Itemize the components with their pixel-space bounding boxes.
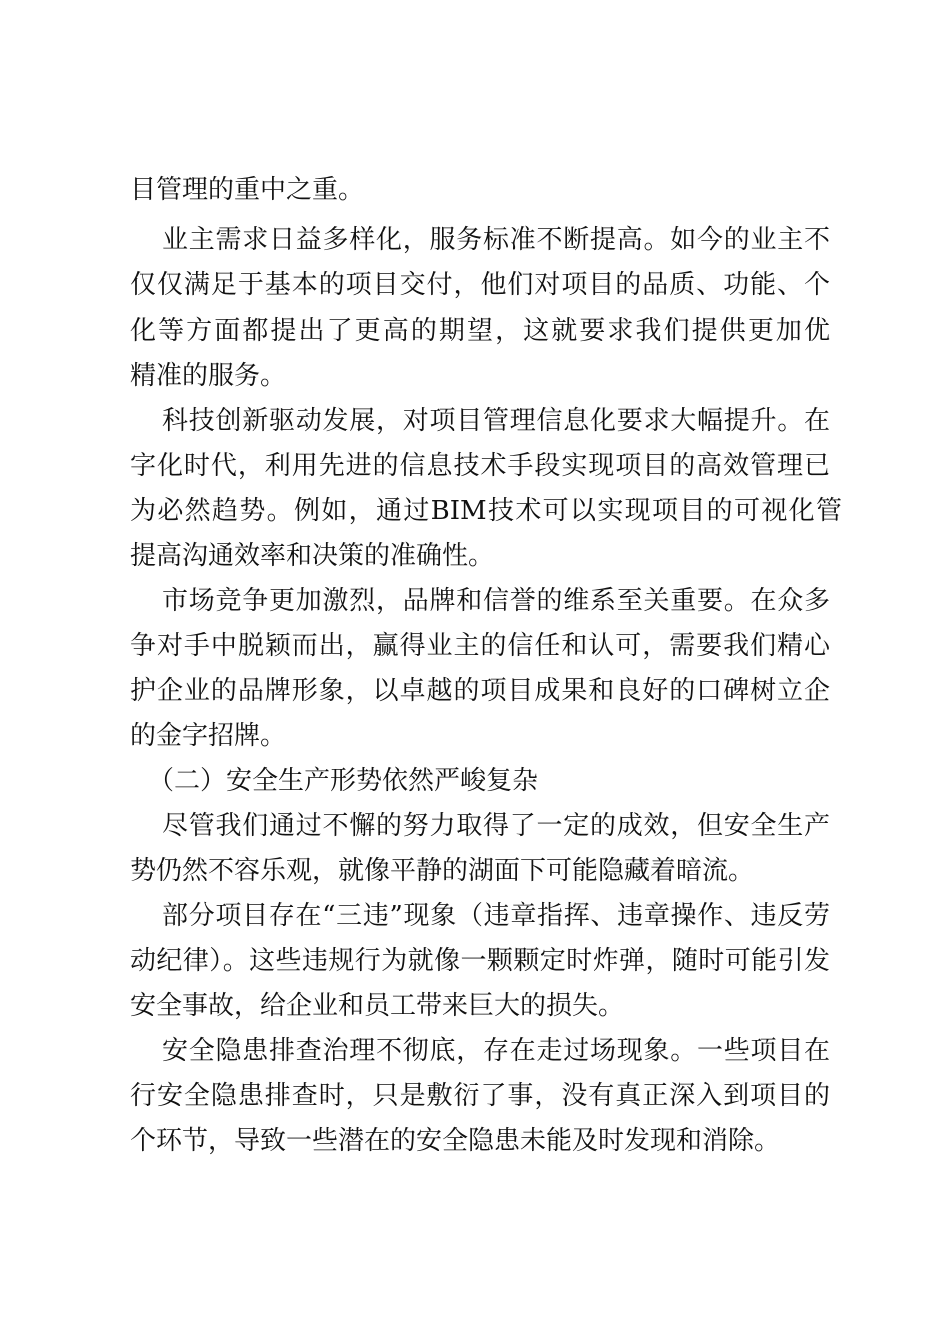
text-line: 精准的服务。 (130, 361, 287, 391)
paragraph-start-line: 业主需求日益多样化，服务标准不断提高。如今的业主不 (162, 225, 830, 255)
text-line: 化等方面都提出了更高的期望，这就要求我们提供更加优 (130, 316, 830, 346)
paragraph-start-line: 安全隐患排查治理不彻底，存在走过场现象。一些项目在 (162, 1036, 830, 1066)
section-heading: （二）安全生产形势依然严峻复杂 (148, 766, 539, 796)
text-line: 目管理的重中之重。 (130, 175, 365, 205)
text-line: 个环节，导致一些潜在的安全隐患未能及时发现和消除。 (130, 1126, 781, 1156)
paragraph-start-line: 尽管我们通过不懈的努力取得了一定的成效，但安全生产 (162, 811, 830, 841)
text-line: 势仍然不容乐观，就像平静的湖面下可能隐藏着暗流。 (130, 856, 755, 886)
text-line: 仅仅满足于基本的项目交付，他们对项目的品质、功能、个 (130, 270, 830, 300)
paragraph-start-line: 科技创新驱动发展，对项目管理信息化要求大幅提升。在 (162, 406, 830, 436)
text-line: 护企业的品牌形象，以卓越的项目成果和良好的口碑树立企 (130, 676, 830, 706)
text-line: 争对手中脱颖而出，赢得业主的信任和认可，需要我们精心 (130, 631, 830, 661)
paragraph-start-line: 部分项目存在“三违”现象（违章指挥、违章操作、违反劳 (162, 901, 830, 931)
paragraph-start-line: 市场竞争更加激烈，品牌和信誉的维系至关重要。在众多 (162, 586, 830, 616)
text-line: 行安全隐患排查时，只是敷衍了事，没有真正深入到项目的 (130, 1081, 830, 1111)
text-line: 安全事故，给企业和员工带来巨大的损失。 (130, 991, 625, 1021)
text-line: 动纪律）。这些违规行为就像一颗颗定时炸弹，随时可能引发 (130, 946, 830, 976)
text-line: 字化时代，利用先进的信息技术手段实现项目的高效管理已 (130, 451, 830, 481)
text-line: 提高沟通效率和决策的准确性。 (130, 541, 495, 571)
text-line: 的金字招牌。 (130, 721, 287, 751)
text-line: 为必然趋势。例如，通过BIM技术可以实现项目的可视化管 (130, 496, 842, 526)
